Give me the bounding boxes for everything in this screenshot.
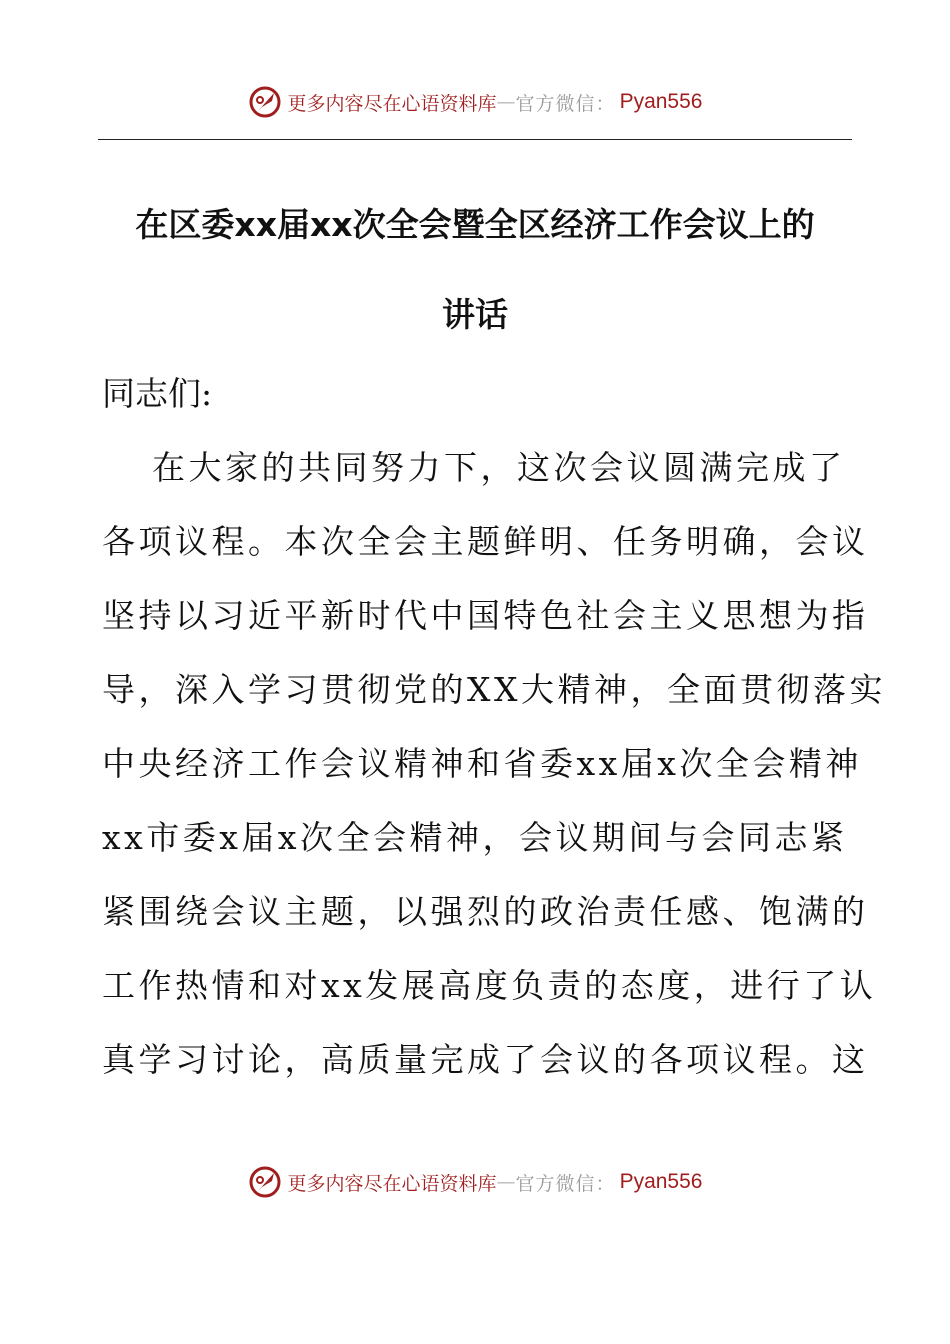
body-line: 各项议程。本次全会主题鲜明、任务明确，会议 <box>102 522 869 561</box>
quill-logo-icon <box>248 1165 282 1199</box>
header-divider <box>98 139 852 140</box>
watermark-label: 官方微信： <box>515 1172 616 1195</box>
body-line: 工作热情和对xx发展高度负责的态度，进行了认 <box>102 966 877 1005</box>
body-line: xx市委x届x次全会精神，会议期间与会同志紧 <box>102 818 848 857</box>
document-title <box>98 180 852 360</box>
body-line: 中央经济工作会议精神和省委xx届x次全会精神 <box>102 744 862 783</box>
quill-logo-icon <box>248 85 282 119</box>
watermark-label: 官方微信： <box>515 92 616 115</box>
body-line: 真学习讨论，高质量完成了会议的各项议程。这 <box>102 1040 869 1079</box>
watermark-text: 更多内容尽在心语资料库 <box>287 92 497 115</box>
body-line: 导，深入学习贯彻党的XX大精神，全面贯彻落实 <box>102 670 886 709</box>
header-watermark <box>0 82 950 122</box>
title-line: 在区委xx届xx次全会暨全区经济工作会议上的 <box>135 205 815 244</box>
body-line: 紧围绕会议主题，以强烈的政治责任感、饱满的 <box>102 892 869 931</box>
salutation: 同志们: <box>102 374 213 413</box>
watermark-separator: — <box>496 1171 516 1193</box>
watermark-wechat-id: Pyan556 <box>619 90 703 113</box>
footer-watermark <box>0 1162 950 1202</box>
body-line: 坚持以习近平新时代中国特色社会主义思想为指 <box>102 596 869 635</box>
watermark-wechat-id: Pyan556 <box>619 1170 703 1193</box>
body-line: 在大家的共同努力下，这次会议圆满完成了 <box>152 448 846 487</box>
watermark-separator: — <box>496 91 516 113</box>
body-paragraph <box>102 431 886 1097</box>
watermark-text: 更多内容尽在心语资料库 <box>287 1172 497 1195</box>
title-line: 讲话 <box>442 295 508 334</box>
